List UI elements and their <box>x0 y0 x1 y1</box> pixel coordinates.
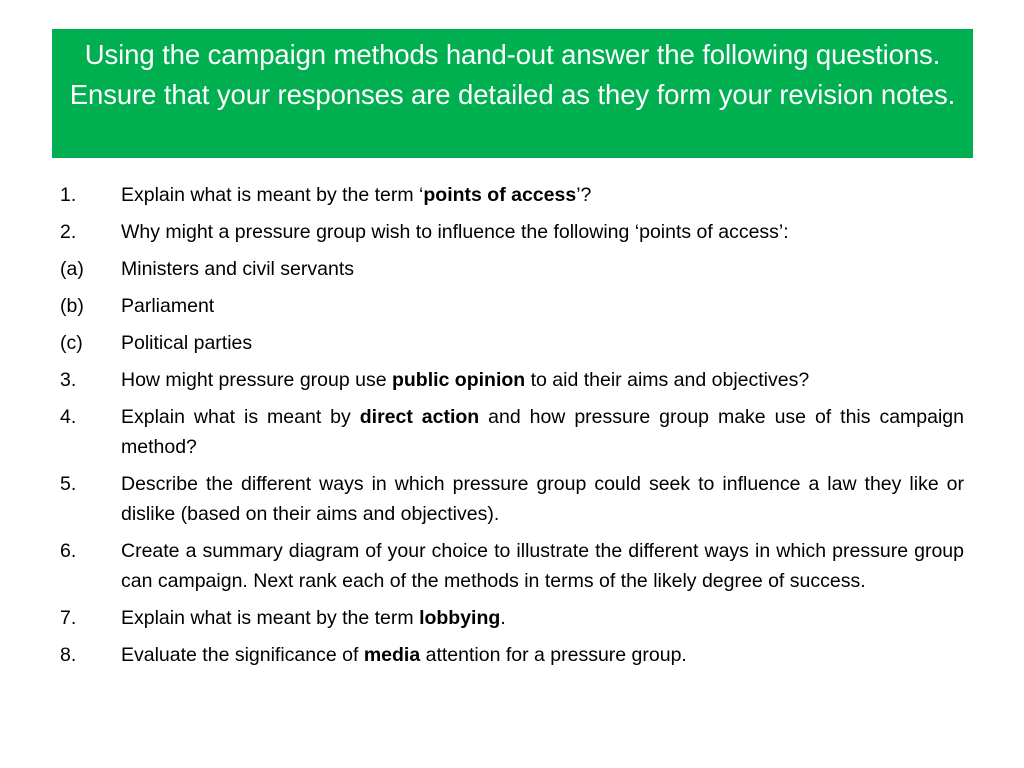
key-term: lobbying <box>419 607 501 629</box>
question-number: 7. <box>60 607 77 629</box>
question-number: (c) <box>60 332 83 354</box>
question-item-2c <box>60 328 964 358</box>
question-text: Explain what is meant by the term lobbying. <box>121 607 506 629</box>
key-term: points of access <box>423 184 577 206</box>
question-item-6 <box>60 536 964 596</box>
question-number: 2. <box>60 221 77 243</box>
question-text: Explain what is meant by direct action and how pressure group make use of this campaign method? <box>121 406 964 458</box>
question-number: 1. <box>60 184 77 206</box>
question-text: Why might a pressure group wish to influence the following ‘points of access’: <box>121 221 789 243</box>
question-item-4 <box>60 402 964 462</box>
key-term: public opinion <box>391 369 526 391</box>
question-text: Create a summary diagram of your choice to illustrate the different ways in which pressure group can campaign. Next rank each of the methods in terms of the likely degree of success. <box>121 540 964 592</box>
question-item-2a <box>60 254 964 284</box>
slide-title: Using the campaign methods hand-out answer the following questions. Ensure that your responses are detailed as they form your revision notes. <box>52 29 973 158</box>
question-text: Explain what is meant by the term ‘points of access’? <box>121 184 592 206</box>
question-text: Describe the different ways in which pressure group could seek to influence a law they like or dislike (based on their aims and objectives). <box>121 473 964 525</box>
question-number: 5. <box>60 473 77 495</box>
question-number: (a) <box>60 258 84 280</box>
question-text: How might pressure group use public opinion to aid their aims and objectives? <box>121 369 810 391</box>
question-number: 3. <box>60 369 77 391</box>
question-item-2b <box>60 291 964 321</box>
question-item-2 <box>60 217 964 247</box>
question-number: 4. <box>60 406 77 428</box>
question-item-5 <box>60 469 964 529</box>
question-item-7 <box>60 603 964 633</box>
key-term: direct action <box>359 406 480 428</box>
question-text: Evaluate the significance of media attention for a pressure group. <box>121 644 687 666</box>
question-item-8 <box>60 640 964 670</box>
key-term: media <box>363 644 421 666</box>
question-item-1 <box>60 180 964 210</box>
question-list <box>60 180 964 677</box>
question-number: 8. <box>60 644 77 666</box>
question-text: Ministers and civil servants <box>121 258 354 280</box>
question-text: Parliament <box>121 295 215 317</box>
question-text: Political parties <box>121 332 253 354</box>
question-number: 6. <box>60 540 77 562</box>
question-number: (b) <box>60 295 84 317</box>
question-item-3 <box>60 365 964 395</box>
